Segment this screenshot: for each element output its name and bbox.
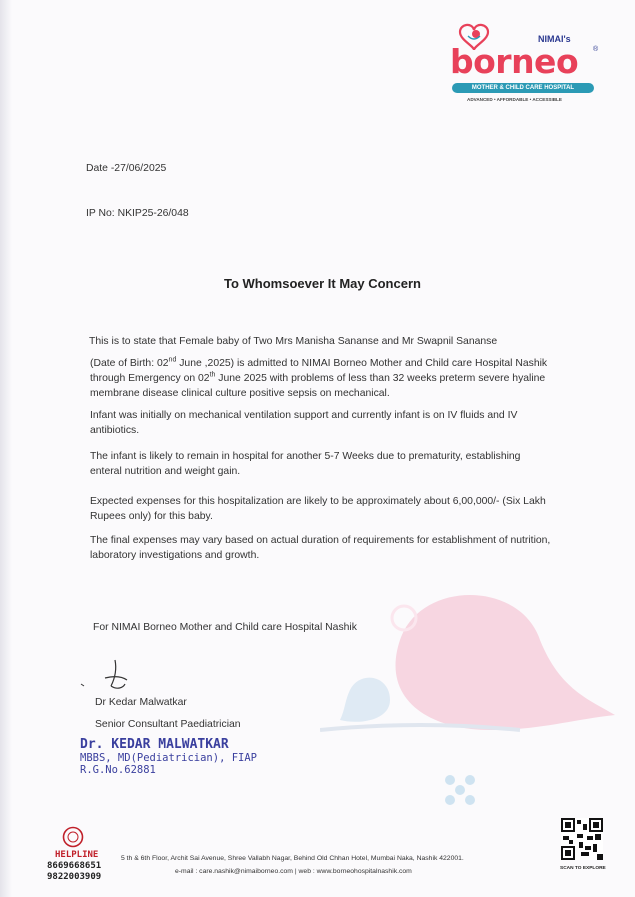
brand-subtitle: MOTHER & CHILD CARE HOSPITAL xyxy=(452,83,594,93)
letter-title: To Whomsoever It May Concern xyxy=(224,276,421,291)
treatment-paragraph: Infant was initially on mechanical ventilation support and currently infant is on IV fluids and IV antibiotics. xyxy=(90,410,518,436)
helpline-phone-2: 9822003909 xyxy=(47,872,102,882)
variation-paragraph: The final expenses may vary based on actual duration of requirements for establishment of nutrition, laboratory investigations and growth. xyxy=(90,535,551,561)
duration-paragraph: The infant is likely to remain in hospital for another 5-7 Weeks due to prematurity, establishing enteral nutrition and weight gain. xyxy=(90,451,521,477)
intro-line: This is to state that Female baby of Two Mrs Manisha Sananse and Mr Swapnil Sananse xyxy=(89,336,498,347)
stamp-name: Dr. KEDAR MALWATKAR xyxy=(80,737,229,752)
admission-paragraph: (Date of Birth: 02nd June ,2025) is admitted to NIMAI Borneo Mother and Child care Hospital Nashik through Emergency on 02th June 2025 with problems of less than 32 weeks preterm severe hyaline membrane disease clinical culture positive sepsis on mechanical. xyxy=(90,356,548,399)
ip-number: IP No: NKIP25-26/048 xyxy=(86,208,189,219)
brand-name: borneo xyxy=(450,42,579,81)
helpline-phone-1: 8669668651 xyxy=(47,861,102,871)
signatory-name: Dr Kedar Malwatkar xyxy=(95,697,187,708)
for-hospital-line: For NIMAI Borneo Mother and Child care Hospital Nashik xyxy=(93,622,357,633)
scan-to-explore-label: SCAN TO EXPLORE xyxy=(560,866,606,871)
helpline-24x7-icon xyxy=(62,826,84,848)
letter-date: Date -27/06/2025 xyxy=(86,163,167,174)
stamp-registration: R.G.No.62881 xyxy=(80,764,156,776)
signatory-designation: Senior Consultant Paediatrician xyxy=(95,719,241,730)
signature-scribble xyxy=(75,656,145,696)
expenses-paragraph: Expected expenses for this hospitalization are likely to be approximately about 6,00,000/- (Six Lakh Rupees only) for this baby. xyxy=(90,496,546,522)
scan-edge xyxy=(0,0,12,897)
footer-contact: e-mail : care.nashik@nimaiborneo.com | web : www.borneohospitalnashik.com xyxy=(175,868,412,875)
brand-tagline: ADVANCED • AFFORDABLE • ACCESSIBLE xyxy=(467,97,562,102)
registered-mark: ® xyxy=(593,46,599,53)
helpline-label: HELPLINE xyxy=(55,850,99,860)
qr-code-icon xyxy=(561,818,603,860)
brand-prefix: NIMAI's xyxy=(538,34,571,44)
watermark-bird-icon xyxy=(320,580,620,820)
stamp-degrees: MBBS, MD(Pediatrician), FIAP xyxy=(80,752,258,764)
footer-address: 5 th & 6th Floor, Archit Sai Avenue, Shree Vallabh Nagar, Behind Old Chhan Hotel, Mumbai Naka, Nashik 422001. xyxy=(121,855,464,862)
